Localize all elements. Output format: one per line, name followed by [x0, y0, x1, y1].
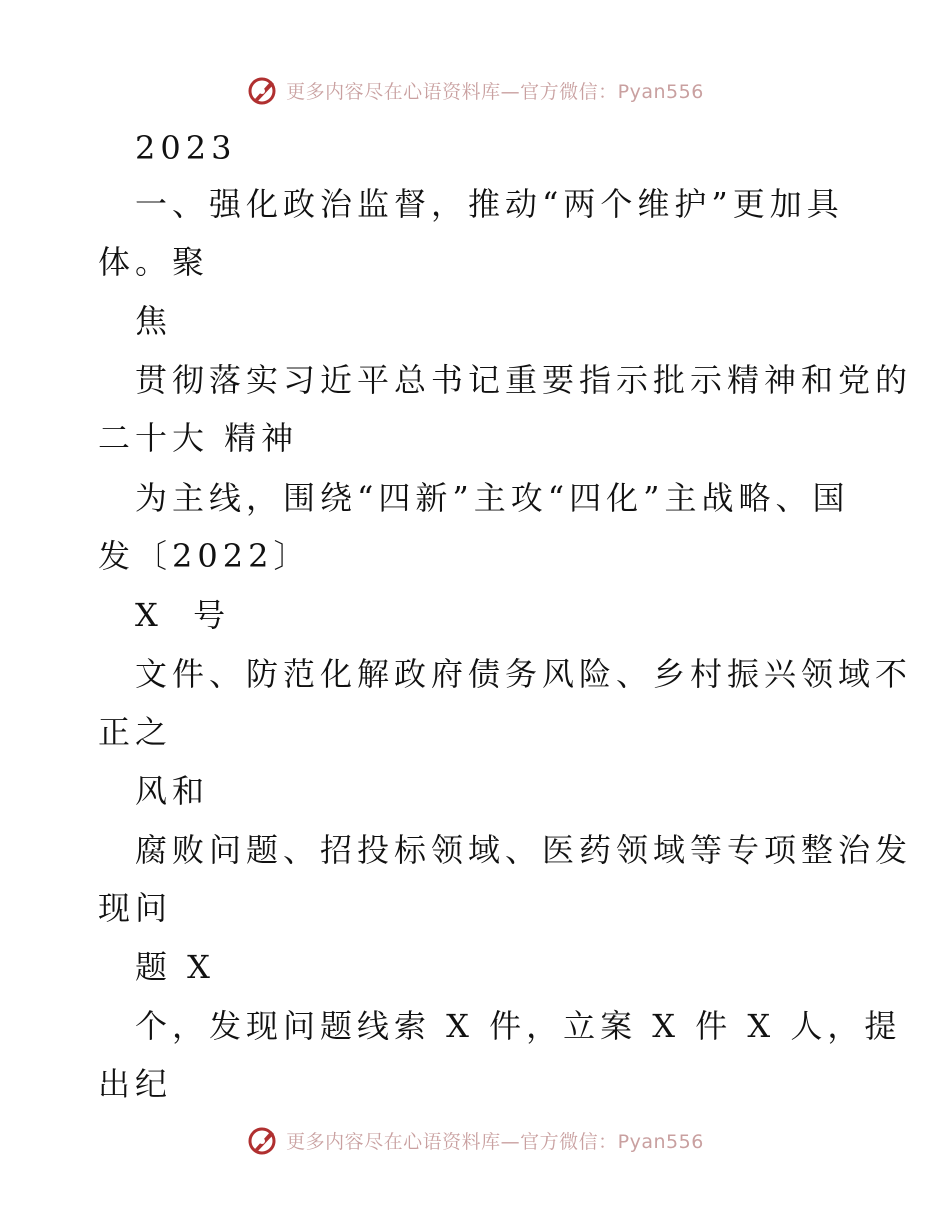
header-watermark-banner — [0, 70, 950, 110]
footer-wechat-text: 官方微信：Pyan556 — [520, 1130, 704, 1153]
header-dash: — — [500, 80, 521, 103]
body-line-6: 二十大 精神 — [98, 419, 299, 457]
body-line-13: 腐败问题、招投标领域、医药领域等专项整治发 — [135, 831, 913, 869]
body-line-17: 出纪 — [98, 1065, 173, 1103]
header-watermark-text — [286, 77, 704, 104]
body-line-1: 2023 — [135, 129, 237, 167]
body-line-9: X 号 — [135, 596, 231, 634]
body-line-16: 个，发现问题线索 X 件，立案 X 件 X 人，提 — [135, 1007, 902, 1045]
footer-watermark-inner — [246, 1123, 704, 1157]
body-line-8: 发〔2022〕 — [98, 537, 311, 575]
footer-brand-text: 更多内容尽在心语资料库 — [286, 1130, 501, 1153]
body-line-7: 为主线，围绕“四新”主攻“四化”主战略、国 — [135, 479, 850, 517]
header-brand-text: 更多内容尽在心语资料库 — [286, 80, 501, 103]
body-line-2: 一、强化政治监督，推动“两个维护”更加具 — [135, 185, 844, 223]
pen-logo-icon — [246, 73, 280, 107]
header-watermark-inner — [246, 73, 704, 107]
header-wechat-text: 官方微信：Pyan556 — [520, 80, 704, 103]
pen-logo-icon — [246, 1123, 280, 1157]
body-line-10: 文件、防范化解政府债务风险、乡村振兴领域不 — [135, 655, 913, 693]
body-line-11: 正之 — [98, 713, 173, 751]
body-line-14: 现问 — [98, 889, 173, 927]
body-line-4: 焦 — [135, 302, 173, 340]
body-line-3: 体。聚 — [98, 243, 210, 281]
body-line-15: 题 X — [135, 948, 215, 986]
body-line-12: 风和 — [135, 772, 210, 810]
footer-dash: — — [500, 1130, 521, 1153]
footer-watermark-text — [286, 1127, 704, 1154]
footer-watermark-banner — [0, 1120, 950, 1160]
body-line-5: 贯彻落实习近平总书记重要指示批示精神和党的 — [135, 361, 913, 399]
